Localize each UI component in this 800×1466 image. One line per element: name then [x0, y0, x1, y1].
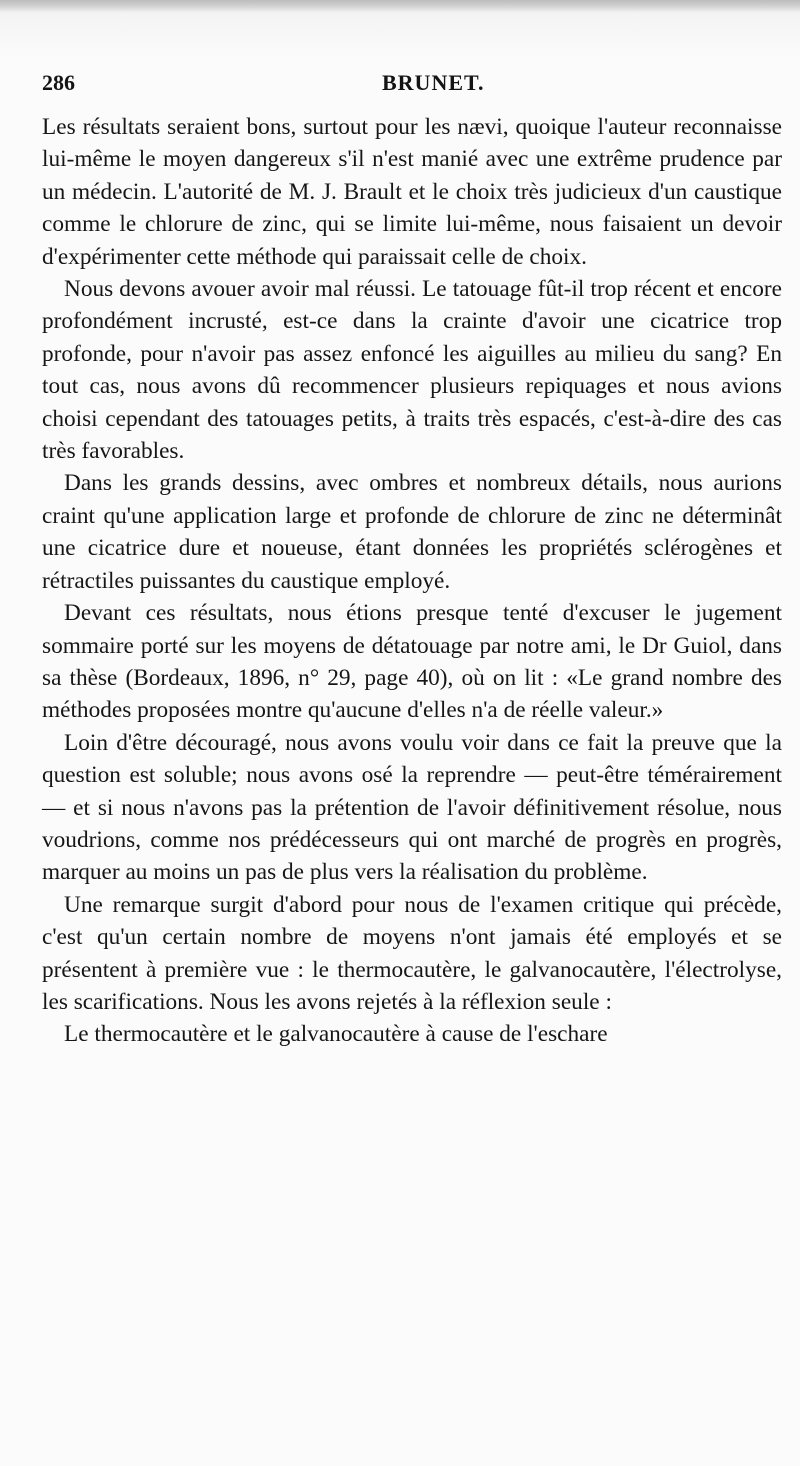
- paragraph-1: Les résultats seraient bons, surtout pour les nævi, quoique l'auteur reconnaisse lui-même le moyen dangereux s'il n'est manié avec une extrême prudence par un médecin. L'autorité de M. J. Brault et le choix très judicieux d'un caustique comme le chlorure de zinc, qui se limite lui-même, nous faisaient un devoir d'expérimenter cette méthode qui paraissait celle de choix.: [42, 114, 782, 270]
- paragraph-6: Une remarque surgit d'abord pour nous de l'examen critique qui précède, c'est qu'un certain nombre de moyens n'ont jamais été employés et se présentent à première vue : le thermocautère, le galvanocautère, l'électrolyse, les scarifications. Nous les avons rejetés à la réflexion seule :: [42, 891, 782, 1015]
- paragraph-4: Devant ces résultats, nous étions presque tenté d'excuser le jugement sommaire porté sur les moyens de détatouage par notre ami, le Dr Guiol, dans sa thèse (Bordeaux, 1896, n° 29, page 40), où on lit : «Le grand nombre des méthodes proposées montre qu'aucune d'elles n'a de réelle valeur.»: [42, 600, 782, 724]
- paragraph-7: Le thermocautère et le galvanocautère à cause de l'eschare: [64, 1021, 608, 1048]
- page-number: 286: [42, 70, 75, 95]
- running-title: BRUNET.: [382, 70, 485, 95]
- scan-edge-shadow: [0, 0, 800, 12]
- page-header: [42, 70, 752, 98]
- paragraph-5: Loin d'être découragé, nous avons voulu voir dans ce fait la preuve que la question est soluble; nous avons osé la reprendre — peut-être témérairement — et si nous n'avons pas la prétention de l'avoir définitivement résolue, nous voudrions, comme nos prédécesseurs qui ont marché de progrès en progrès, marquer au moins un pas de plus vers la réalisation du problème.: [42, 729, 782, 886]
- paragraph-3: Dans les grands dessins, avec ombres et nombreux détails, nous aurions craint qu'une application large et profonde de chlorure de zinc ne déterminât une cicatrice dure et noueuse, étant données les propriétés sclérogènes et rétractiles puissantes du caustique employé.: [42, 470, 782, 594]
- body-text: [42, 111, 782, 1051]
- paragraph-2: Nous devons avouer avoir mal réussi. Le tatouage fût-il trop récent et encore profondément incrusté, est-ce dans la crainte d'avoir une cicatrice trop profonde, pour n'avoir pas assez enfoncé les aiguilles au milieu du sang? En tout cas, nous avons dû recommencer plusieurs repiquages et nous avions choisi cependant des tatouages petits, à traits très espacés, c'est-à-dire des cas très favorables.: [42, 276, 782, 465]
